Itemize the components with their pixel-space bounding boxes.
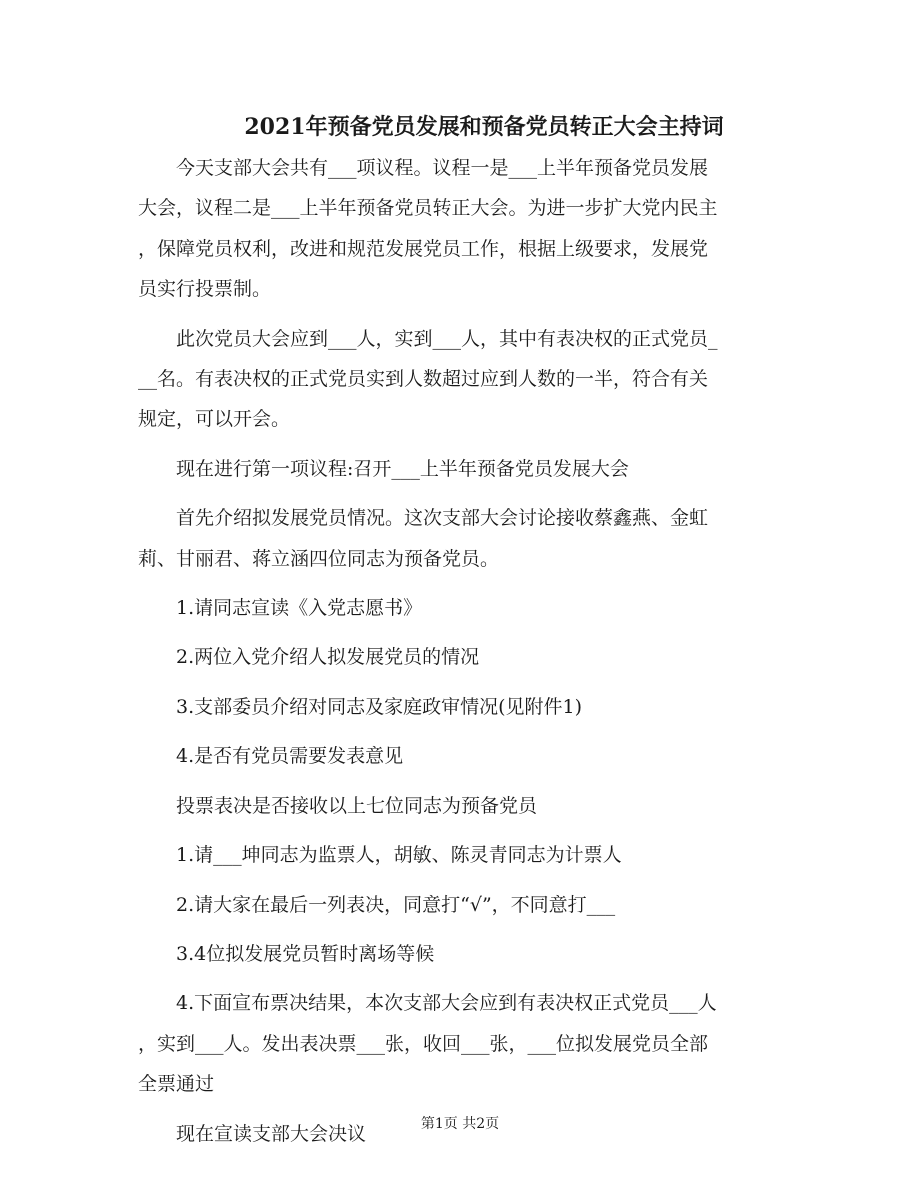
paragraph-line: 员实行投票制。	[138, 278, 272, 301]
paragraph-line: 3.支部委员介绍对同志及家庭政审情况(见附件1)	[176, 695, 583, 718]
paragraph-line: 全票通过	[138, 1073, 215, 1096]
paragraph-line: 1.请___坤同志为监票人，胡敏、陈灵青同志为计票人	[176, 844, 622, 867]
list-item	[138, 835, 788, 875]
list-item	[138, 588, 788, 628]
list-item	[138, 637, 788, 677]
paragraph-line: 今天支部大会共有___项议程。议程一是___上半年预备党员发展	[176, 157, 709, 179]
paragraph-line: 2.两位入党介绍人拟发展党员的情况	[176, 646, 480, 669]
paragraph-line: 现在进行第一项议程:召开___上半年预备党员发展大会	[176, 457, 629, 480]
paragraph-first-agenda	[138, 449, 788, 489]
paragraph-line: 2.请大家在最后一列表决，同意打“√”，不同意打___	[176, 893, 616, 916]
paragraph-line: 3.4位拟发展党员暂时离场等候	[176, 942, 435, 965]
paragraph-candidates	[138, 498, 788, 579]
list-item	[138, 687, 788, 727]
paragraph-line: 4.是否有党员需要发表意见	[176, 745, 404, 768]
paragraph-line: __名。有表决权的正式党员实到人数超过应到人数的一半，符合有关	[138, 368, 709, 391]
paragraph-line: 4.下面宣布票决结果，本次支部大会应到有表决权正式党员___人	[176, 992, 717, 1015]
paragraph-line: 此次党员大会应到___人，实到___人，其中有表决权的正式党员_	[176, 327, 718, 350]
paragraph-line: 规定，可以开会。	[138, 408, 291, 431]
document-body	[138, 148, 788, 1163]
paragraph-line: 现在宣读支部大会决议	[176, 1122, 367, 1145]
list-item	[138, 885, 788, 925]
paragraph-line: ，实到___人。发出表决票___张，收回___张，___位拟发展党员全部	[138, 1032, 709, 1055]
list-item	[138, 934, 788, 974]
paragraph-line: 1.请同志宣读《入党志愿书》	[176, 597, 423, 620]
paragraph-line: 大会，议程二是___上半年预备党员转正大会。为进一步扩大党内民主	[138, 197, 718, 220]
document-title: 2021年预备党员发展和预备党员转正大会主持词	[244, 114, 724, 140]
paragraph-line: 首先介绍拟发展党员情况。这次支部大会讨论接收蔡鑫燕、金虹	[176, 507, 709, 530]
list-item	[138, 736, 788, 776]
paragraph-agenda-intro	[138, 148, 788, 310]
page-footer: 第1页 共2页	[420, 1116, 500, 1132]
paragraph-line: ，保障党员权利，改进和规范发展党员工作，根据上级要求，发展党	[138, 237, 709, 260]
list-item	[138, 983, 788, 1104]
paragraph-line: 莉、甘丽君、蒋立涵四位同志为预备党员。	[138, 547, 500, 570]
paragraph-attendance	[138, 319, 788, 440]
paragraph-line: 投票表决是否接收以上七位同志为预备党员	[176, 794, 538, 817]
paragraph-vote-heading	[138, 786, 788, 826]
